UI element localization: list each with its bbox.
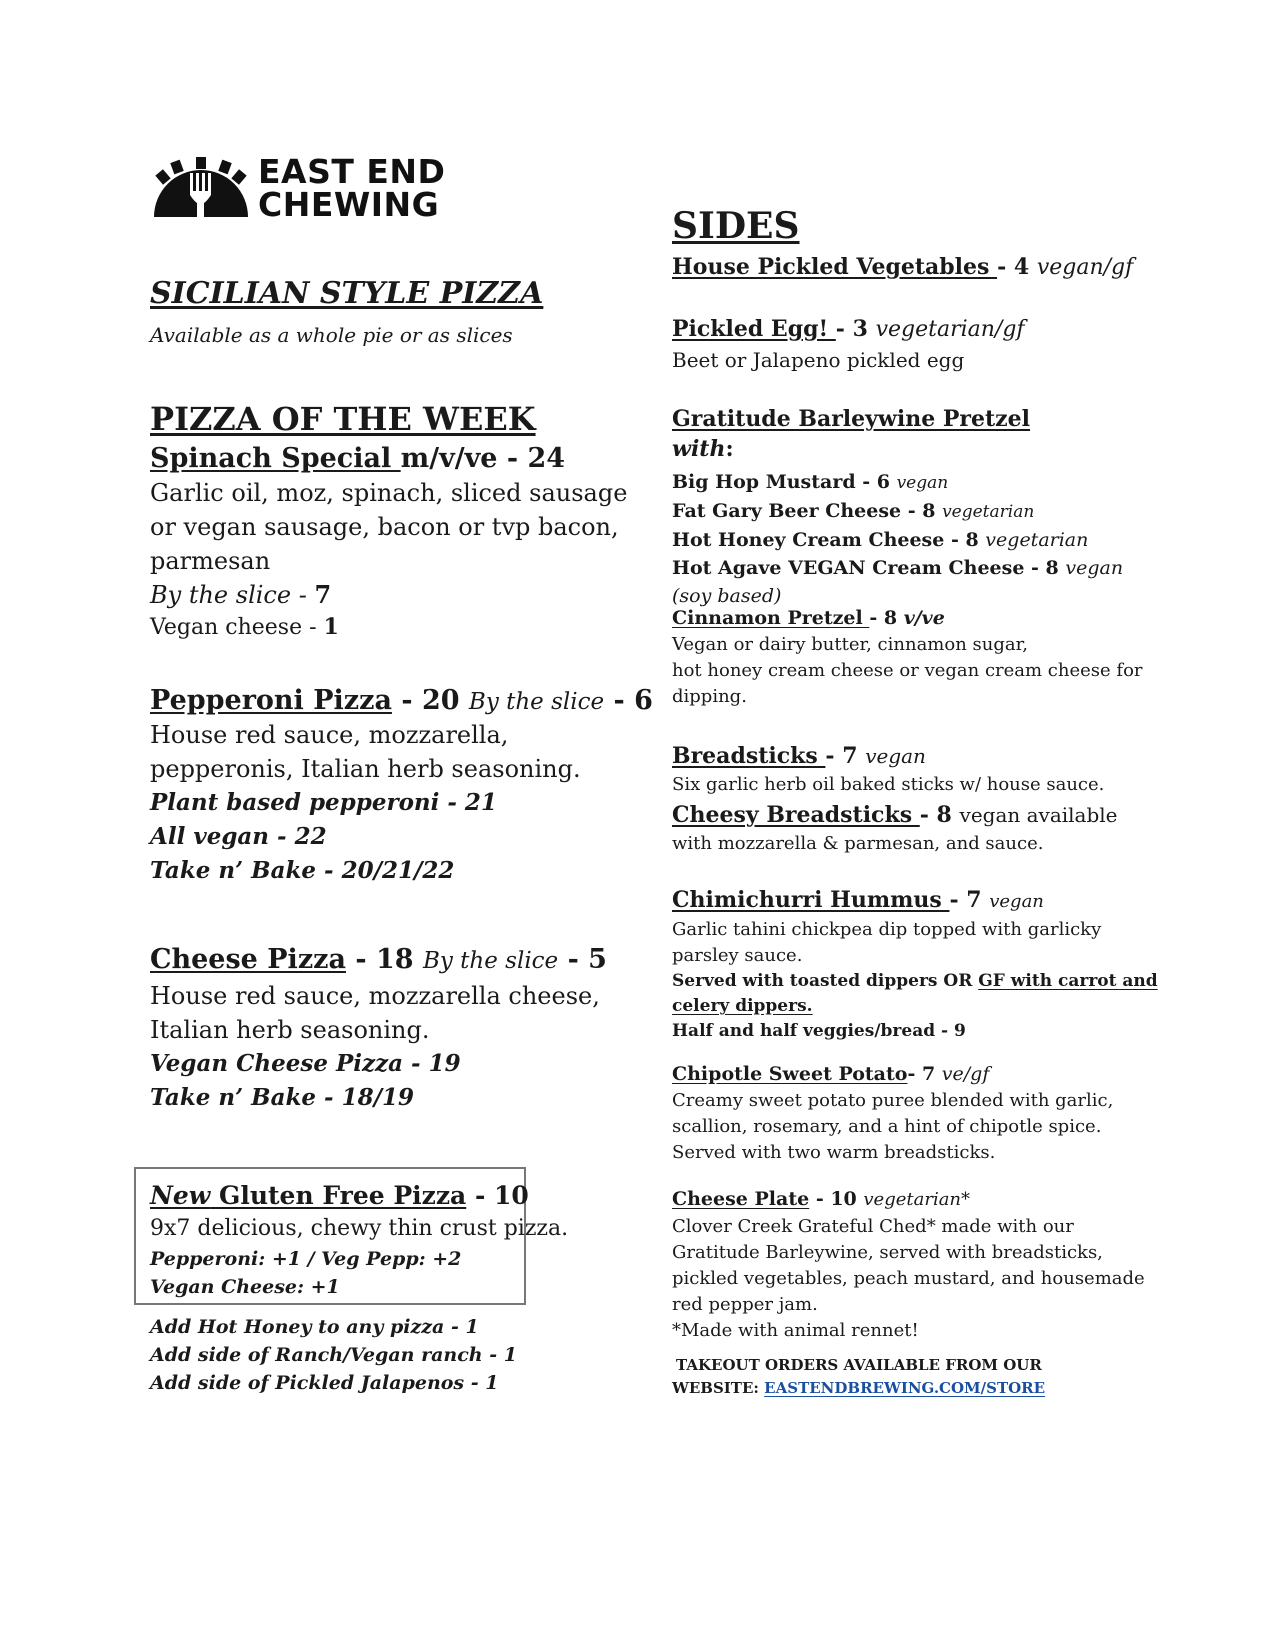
store-link[interactable]: EASTENDBREWING.COM/STORE [764,1379,1046,1397]
hummus-desc-2: parsley sauce. [672,945,803,966]
cheesy-tag: vegan available [959,803,1118,827]
cheese-plate [672,1185,1145,1344]
pretzel-opt-2-tag: vegetarian [942,502,1035,522]
pepperoni-option-2: All vegan - 22 [150,823,327,850]
plate-tag: vegetarian* [863,1189,971,1210]
spinach-tags: m/v/ve - 24 [400,443,566,474]
pretzel-opt-3-tag: vegetarian [985,529,1089,551]
hummus-half: Half and half veggies/bread - 9 [672,1021,966,1041]
cheese-price: - 18 [345,944,423,975]
spinach-desc-2: or vegan sausage, bacon or tvp bacon, [150,513,619,541]
cheese-desc-2: Italian herb seasoning. [150,1016,430,1044]
cinnamon-price: - 8 [869,607,904,629]
pepperoni-option-1: Plant based pepperoni - 21 [150,789,497,816]
plate-desc-4: red pepper jam. [672,1294,818,1315]
pepperoni-slice-price: - 6 [604,685,653,716]
cheese-slice-price: - 5 [558,944,607,975]
pretzel-opt-4: Hot Agave VEGAN Cream Cheese - 8 [672,557,1066,579]
hummus-served-c: celery dippers. [672,996,813,1016]
breadsticks-tag: vegan [865,744,926,768]
potato-desc-3: Served with two warm breadsticks. [672,1142,996,1163]
cheesy-price: - 8 [919,802,960,828]
pretzel-opt-2: Fat Gary Beer Cheese - 8 [672,500,943,522]
pretzel-with-colon: : [725,436,734,462]
cheesy-name: Cheesy Breadsticks [672,802,920,828]
gf-new: New [150,1181,211,1210]
fork-gear-icon [150,157,252,219]
potato-name: Chipotle Sweet Potato [672,1063,908,1085]
breadsticks-name: Breadsticks [672,743,826,769]
breadsticks [672,741,1104,798]
pretzel-with: with [672,436,726,462]
hummus-price: - 7 [949,887,990,913]
spinach-name: Spinach Special [150,443,401,474]
plate-desc-2: Gratitude Barleywine, served with breadsticks, [672,1242,1103,1263]
gf-option-1: Pepperoni: +1 / Veg Pepp: +2 [150,1248,462,1270]
pickled-veg-name: House Pickled Vegetables [672,254,998,280]
spinach-desc-3: parmesan [150,547,271,575]
cheese-pizza [150,944,607,1115]
cinnamon-name: Cinnamon Pretzel [672,607,870,629]
pretzel-opt-1: Big Hop Mustard - 6 [672,471,897,493]
sicilian-title: SICILIAN STYLE PIZZA [150,276,544,311]
takeout-notice [672,1354,1045,1400]
pickled-egg-price: - 3 [835,316,876,342]
gf-price: - 10 [466,1181,529,1210]
cheesy-breadsticks [672,800,1118,857]
takeout-label: WEBSITE: [672,1379,765,1397]
gluten-free-box [134,1167,569,1305]
logo-line2: CHEWING [258,185,440,224]
pepperoni-desc-2: pepperonis, Italian herb seasoning. [150,755,581,783]
cheese-name: Cheese Pizza [150,944,346,975]
potato-desc-1: Creamy sweet potato puree blended with garlic, [672,1090,1114,1111]
breadsticks-price: - 7 [825,743,866,769]
spinach-slice-label: By the slice - [150,581,315,609]
sicilian-subtitle: Available as a whole pie or as slices [150,323,513,347]
potato-desc-2: scallion, rosemary, and a hint of chipotle spice. [672,1116,1102,1137]
sides-title: SIDES [672,205,800,247]
potato-tag: ve/gf [941,1063,990,1085]
cinnamon-desc-1: Vegan or dairy butter, cinnamon sugar, [672,634,1028,655]
cheese-desc-1: House red sauce, mozzarella cheese, [150,982,600,1010]
pizza-of-week-title: PIZZA OF THE WEEK [150,400,536,438]
logo-line1: EAST END [258,152,446,191]
pretzel-opt-4-tag: vegan [1065,557,1124,579]
gf-name: Gluten Free Pizza [210,1181,467,1210]
plate-desc-3: pickled vegetables, peach mustard, and housemade [672,1268,1145,1289]
pretzel-opt-1-tag: vegan [896,473,949,493]
hummus-desc-1: Garlic tahini chickpea dip topped with garlicky [672,919,1102,940]
cheese-slice-label: By the slice [422,948,559,974]
cinnamon-pretzel [672,604,1143,710]
pretzel-soy: (soy based) [672,585,782,607]
chimichurri-hummus [672,885,1158,1044]
pickled-veg-tag: vegan/gf [1036,255,1134,280]
cinnamon-desc-2: hot honey cream cheese or vegan cream cheese for [672,660,1143,681]
addon-1: Add Hot Honey to any pizza - 1 [150,1316,479,1338]
pepperoni-pizza [150,685,653,888]
pickled-veg [672,252,1133,283]
hummus-tag: vegan [989,891,1044,912]
pickled-veg-price: - 4 [997,254,1037,280]
hummus-served-a: Served with toasted dippers OR [672,971,979,991]
cheese-option-1: Vegan Cheese Pizza - 19 [150,1050,461,1077]
gf-desc: 9x7 delicious, chewy thin crust pizza. [150,1216,569,1241]
pretzel-name: Gratitude Barleywine Pretzel [672,406,1031,432]
addons [150,1313,517,1397]
pepperoni-name: Pepperoni Pizza [150,685,392,716]
pickled-egg [672,314,1025,375]
spinach-vegan-label: Vegan cheese - [150,615,324,640]
breadsticks-desc: Six garlic herb oil baked sticks w/ house sauce. [672,774,1105,795]
plate-price: - 10 [809,1188,864,1210]
pickled-egg-desc: Beet or Jalapeno pickled egg [672,348,965,372]
cheesy-desc: with mozzarella & parmesan, and sauce. [672,833,1044,854]
gf-option-2: Vegan Cheese: +1 [150,1276,340,1298]
cheese-option-2: Take n’ Bake - 18/19 [150,1084,415,1111]
plate-desc-5: *Made with animal rennet! [672,1320,919,1341]
cinnamon-desc-3: dipping. [672,686,747,707]
plate-name: Cheese Plate [672,1188,810,1210]
addon-3: Add side of Pickled Jalapenos - 1 [150,1372,499,1394]
hummus-name: Chimichurri Hummus [672,887,950,913]
spinach-desc-1: Garlic oil, moz, spinach, sliced sausage [150,479,628,507]
cinnamon-tag: v/ve [903,607,945,629]
pretzel [672,404,1123,610]
pickled-egg-name: Pickled Egg! [672,316,836,342]
chipotle-sweet-potato [672,1060,1113,1166]
pepperoni-slice-label: By the slice [468,689,605,715]
spinach-vegan-price: 1 [323,614,339,640]
potato-price: - 7 [907,1063,942,1085]
addon-2: Add side of Ranch/Vegan ranch - 1 [150,1344,517,1366]
pepperoni-desc-1: House red sauce, mozzarella, [150,721,509,749]
pickled-egg-tag: vegetarian/gf [875,317,1025,342]
spinach-special [150,443,627,643]
logo [150,152,480,225]
hummus-served-b: GF with carrot and [978,971,1158,991]
pepperoni-price: - 20 [391,685,469,716]
pretzel-opt-3: Hot Honey Cream Cheese - 8 [672,529,986,551]
takeout-line1: TAKEOUT ORDERS AVAILABLE FROM OUR [676,1356,1042,1374]
pepperoni-option-3: Take n’ Bake - 20/21/22 [150,857,455,884]
spinach-slice-price: 7 [314,580,332,609]
plate-desc-1: Clover Creek Grateful Ched* made with our [672,1216,1074,1237]
